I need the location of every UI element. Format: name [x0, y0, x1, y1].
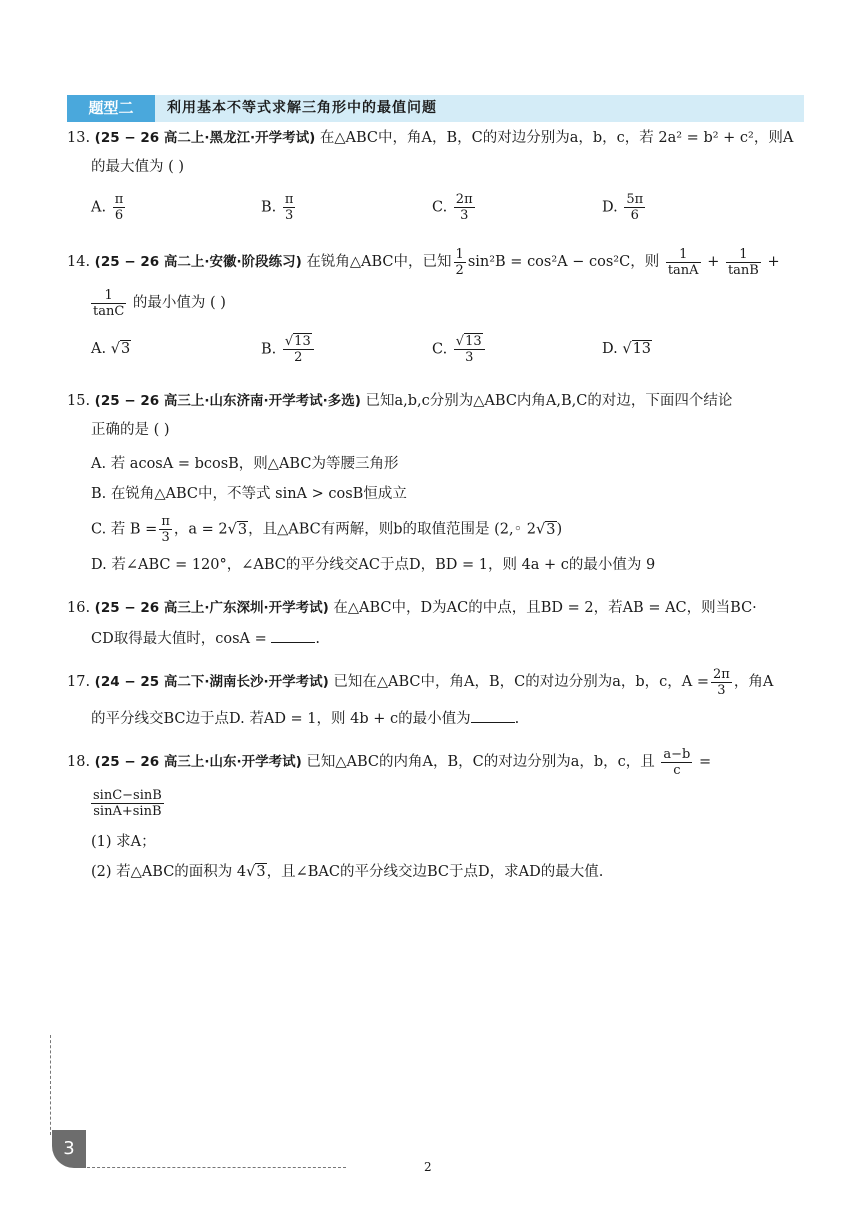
- q16-source: (25 − 26 高三上·广东深圳·开学考试): [94, 600, 329, 616]
- section-tag: 题型二: [67, 95, 155, 122]
- q13-option-b: B. $\frac{\pi}{3}$: [261, 192, 294, 223]
- q17-number: 17.: [67, 674, 91, 690]
- bottom-dashed-line: [82, 1167, 346, 1168]
- section-header: [67, 95, 804, 122]
- q14-number: 14.: [67, 254, 91, 270]
- q16-number: 16.: [67, 600, 91, 616]
- margin-dashed-line: [50, 1035, 51, 1135]
- q18-line2: $\frac{\sin C-\sin B}{\sin A+\sin B}$: [93, 787, 162, 819]
- q17-source: (24 − 25 高二下·湖南长沙·开学考试): [94, 674, 329, 690]
- q14-line1: 14. (25 − 26 高二上·安徽·阶段练习) 在锐角△ABC中，已知 $\frac{1}{2}$ sin²B = cos²A − cos²C，则 $\frac{1}{\tan A}$ + $\frac{1}{\tan B}$ +: [67, 246, 780, 278]
- q17-line1: 17. (24 − 25 高二下·湖南长沙·开学考试) 已知在△ABC中，角A，B，C的对边分别为a，b，c，A = $\frac{2\pi}{3}$ ，角A: [67, 666, 774, 698]
- q15-line1: 15. (25 − 26 高三上·山东济南·开学考试·多选) 已知a,b,c分别为△ABC内角A,B,C的对边，下面四个结论: [67, 393, 733, 409]
- q16-answer-blank: [271, 628, 315, 643]
- q13-text: 在△ABC中，角A，B，C的对边分别为a，b，c，若 2a² = b² + c²，则A: [319, 130, 794, 146]
- q14-option-a: A. √3: [91, 341, 131, 357]
- q15-option-c: C. 若 B = $\frac{\pi}{3}$ ，a = 2√3，且△ABC有两解，则b的取值范围是 (2,◦ 2√3): [91, 514, 563, 545]
- q15-number: 15.: [67, 393, 91, 409]
- q13-number: 13.: [67, 130, 91, 146]
- q15-line2: 正确的是 ( ): [91, 422, 170, 438]
- q16-line2: CD取得最大值时，cosA = .: [91, 628, 320, 649]
- q18-part2: (2) 若△ABC的面积为 4√3，且∠BAC的平分线交边BC于点D，求AD的最大值.: [91, 864, 604, 880]
- q18-part1: (1) 求A；: [91, 834, 156, 850]
- q15-source: (25 − 26 高三上·山东济南·开学考试·多选): [94, 393, 361, 409]
- q14-line2: $\frac{1}{\tan C}$ 的最小值为 ( ): [93, 287, 226, 319]
- q14-option-c: C. $\frac{√13}{3}$: [432, 334, 487, 365]
- q13-line2: 的最大值为 ( ): [91, 159, 185, 175]
- q15-option-d: D. 若∠ABC = 120°，∠ABC的平分线交AC于点D，BD = 1，则 4a + c的最小值为 9: [91, 557, 656, 573]
- q13-source: (25 − 26 高二上·黑龙江·开学考试): [94, 130, 316, 146]
- q18-line1: 18. (25 − 26 高三上·山东·开学考试) 已知△ABC的内角A，B，C的对边分别为a，b，c，且 $\frac{a-b}{c}$ =: [67, 746, 712, 778]
- q13-line1: [67, 128, 793, 148]
- q14-option-d: D. √13: [602, 341, 652, 357]
- q18-source: (25 − 26 高三上·山东·开学考试): [94, 754, 302, 770]
- section-title: 利用基本不等式求解三角形中的最值问题: [167, 100, 437, 116]
- q15-option-b: B. 在锐角△ABC中，不等式 sinA > cosB恒成立: [91, 486, 407, 502]
- q18-number: 18.: [67, 754, 91, 770]
- q17-answer-blank: [471, 708, 515, 723]
- q13-option-a: A. $\frac{\pi}{6}$: [91, 192, 124, 223]
- q14-source: (25 − 26 高二上·安徽·阶段练习): [94, 254, 302, 270]
- page-number: 2: [424, 1160, 432, 1174]
- section-number-badge: 3: [52, 1130, 86, 1168]
- q16-line1: 16. (25 − 26 高三上·广东深圳·开学考试) 在△ABC中，D为AC的中点，且BD = 2，若AB = AC，则当BC·: [67, 600, 757, 616]
- q13-option-d: D. $\frac{5\pi}{6}$: [602, 192, 644, 223]
- q13-option-c: C. $\frac{2\pi}{3}$: [432, 192, 473, 223]
- q15-option-a: A. 若 acosA = bcosB，则△ABC为等腰三角形: [91, 456, 399, 472]
- q17-line2: 的平分线交BC边于点D. 若AD = 1，则 4b + c的最小值为 .: [91, 708, 519, 729]
- q14-option-b: B. $\frac{√13}{2}$: [261, 334, 316, 365]
